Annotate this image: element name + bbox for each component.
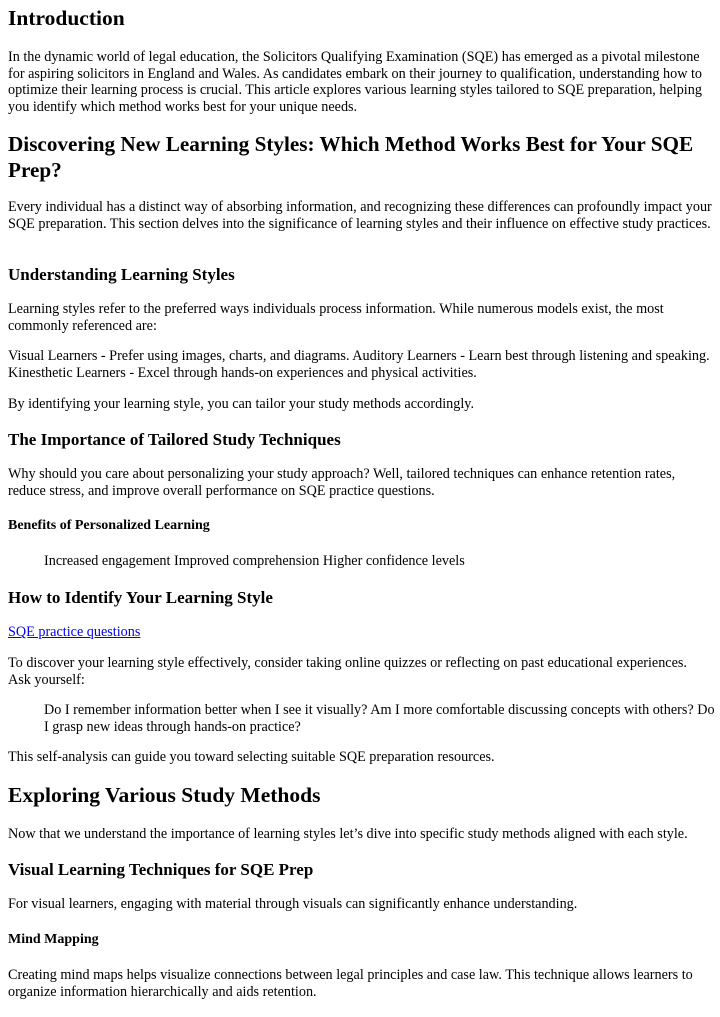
visual-heading: Visual Learning Techniques for SQE Prep [8, 860, 314, 879]
self-questions-text: Do I remember information better when I see it visually? Am I more comfortable discussing concepts with others? Do I grasp new ideas through hands-on practice? [44, 702, 715, 735]
intro-heading: Introduction [8, 6, 125, 30]
sqe-link-paragraph [8, 624, 712, 641]
identify-heading: How to Identify Your Learning Style [8, 588, 273, 607]
understanding-heading: Understanding Learning Styles [8, 265, 235, 284]
importance-heading: The Importance of Tailored Study Techniques [8, 430, 341, 449]
discovering-paragraph: Every individual has a distinct way of absorbing information, and recognizing these differences can profoundly impact your SQE preparation. This section delves into the significance of learning styles and their influence on effective study practices. [8, 199, 712, 232]
exploring-heading: Exploring Various Study Methods [8, 783, 321, 807]
exploring-paragraph: Now that we understand the importance of learning styles let’s dive into specific study methods aligned with each style. [8, 826, 688, 842]
importance-paragraph: Why should you care about personalizing your study approach? Well, tailored techniques can enhance retention rates, reduce stress, and improve overall performance on SQE practice questions. [8, 466, 676, 499]
understanding-paragraph-3: By identifying your learning style, you can tailor your study methods accordingly. [8, 396, 474, 412]
identify-closing-paragraph: This self-analysis can guide you toward selecting suitable SQE preparation resources. [8, 749, 495, 765]
intro-paragraph: In the dynamic world of legal education, the Solicitors Qualifying Examination (SQE) has emerged as a pivotal milestone for aspiring solicitors in England and Wales. As candidates embark on their journey to qualification, understanding how to optimize their learning process is crucial. This article explores various learning styles tailored to SQE preparation, helping you identify which method works best for your unique needs. [8, 49, 703, 115]
benefits-list-text: Increased engagement Improved comprehension Higher confidence levels [44, 553, 465, 569]
understanding-paragraph-1: Learning styles refer to the preferred ways individuals process information. While numerous models exist, the most commonly referenced are: [8, 301, 664, 334]
benefits-heading: Benefits of Personalized Learning [8, 518, 210, 533]
sqe-practice-questions-link[interactable]: SQE practice questions [8, 624, 141, 640]
mind-mapping-paragraph: Creating mind maps helps visualize connections between legal principles and case law. This technique allows learners to organize information hierarchically and aids retention. [8, 967, 693, 1000]
discovering-heading: Discovering New Learning Styles: Which Method Works Best for Your SQE Prep? [8, 132, 694, 182]
learning-styles-list-text: Visual Learners - Prefer using images, charts, and diagrams. Auditory Learners - Learn best through listening and speaking. Kinesthetic Learners - Excel through hands-on experiences and physical activities. [8, 348, 710, 381]
identify-paragraph: To discover your learning style effectively, consider taking online quizzes or reflecting on past educational experiences. Ask yourself: [8, 655, 687, 688]
mind-mapping-heading: Mind Mapping [8, 932, 99, 947]
visual-paragraph: For visual learners, engaging with material through visuals can significantly enhance understanding. [8, 896, 578, 912]
